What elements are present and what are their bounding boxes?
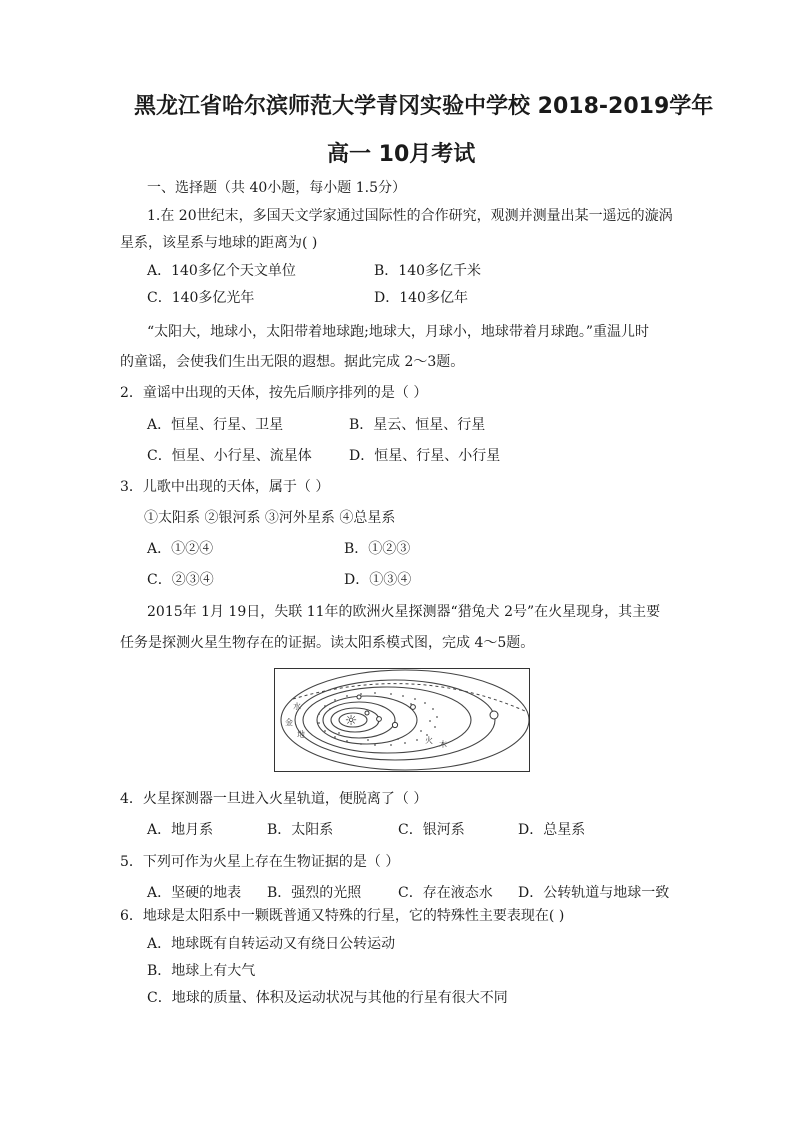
q4-option-a: A．地月系 (147, 822, 214, 838)
q3-option-d: D．①③④ (344, 572, 412, 588)
q3-option-b: B．①②③ (344, 541, 411, 557)
q1-option-c: C．140多亿光年 (147, 290, 255, 306)
solar-system-svg (275, 669, 529, 771)
solar-system-diagram (274, 668, 530, 772)
passage1-line1: “太阳大，地球小，太阳带着地球跑;地球大，月球小，地球带着月球跑。”重温儿时 (147, 324, 650, 340)
q5-option-d: D．公转轨道与地球一致 (518, 885, 670, 901)
q4-option-c: C．银河系 (398, 822, 465, 838)
sun-icon: ☼ (344, 713, 358, 729)
q3-stem: 3．儿歌中出现的天体，属于（ ） (120, 479, 330, 495)
label-mu: 木 (439, 740, 447, 749)
q5-option-c: C．存在液态水 (398, 885, 493, 901)
orbit-earth (323, 702, 395, 738)
q5-option-a: A．坚硬的地表 (147, 885, 242, 901)
q2-option-c: C．恒星、小行星、流星体 (147, 448, 312, 464)
q2-stem: 2．童谣中出现的天体，按先后顺序排列的是（ ） (120, 385, 428, 401)
label-jin: 金 (285, 718, 293, 727)
planet-small (357, 695, 361, 699)
planet-earth (392, 722, 397, 727)
q3-option-a: A．①②④ (147, 541, 214, 557)
q3-option-c: C．②③④ (147, 572, 214, 588)
planet-mars (411, 705, 416, 710)
q6-option-a: A．地球既有自转运动又有绕日公转运动 (147, 936, 396, 952)
section-heading: 一、选择题（共 40小题，每小题 1.5分） (147, 180, 406, 196)
q5-option-b: B．强烈的光照 (267, 885, 362, 901)
q6-option-c: C．地球的质量、体积及运动状况与其他的行星有很大不同 (147, 990, 508, 1006)
q2-option-a: A．恒星、行星、卫星 (147, 417, 284, 433)
label-huo: 火 (425, 736, 433, 745)
q4-option-b: B．太阳系 (267, 822, 334, 838)
passage2-line1: 2015年 1月 19日，失联 11年的欧洲火星探测器“猎兔犬 2号”在火星现身，其主要 (147, 604, 661, 620)
passage2-line2: 任务是探测火星生物存在的证据。读太阳系模式图，完成 4～5题。 (120, 635, 535, 651)
q1-stem-line2: 星系，该星系与地球的距离为( ) (120, 235, 318, 251)
q6-stem: 6．地球是太阳系中一颗既普通又特殊的行星，它的特殊性主要表现在( ) (120, 908, 565, 924)
orbit-outer (281, 670, 529, 770)
q1-option-d: D．140多亿年 (374, 290, 468, 306)
planet-jupiter (490, 711, 498, 719)
q4-option-d: D．总星系 (518, 822, 586, 838)
q6-option-b: B．地球上有大气 (147, 963, 256, 979)
page-title-line2: 高一 10月考试 (327, 142, 476, 167)
q1-stem-line1: 1.在 20世纪末，多国天文学家通过国际性的合作研究，观测并测量出某一遥远的漩涡 (147, 208, 673, 224)
page-title-line1: 黑龙江省哈尔滨师范大学青冈实验中学校 2018-2019学年 (134, 94, 714, 119)
planet-venus (377, 717, 382, 722)
label-shui: 水 (293, 702, 301, 711)
q1-option-b: B．140多亿千米 (374, 263, 482, 279)
q5-stem: 5．下列可作为火星上存在生物证据的是（ ） (120, 854, 400, 870)
label-di: 地 (297, 730, 305, 739)
q1-option-a: A．140多亿个天文单位 (147, 263, 296, 279)
q2-option-b: B．星云、恒星、行星 (349, 417, 486, 433)
passage1-line2: 的童谣，会使我们生出无限的遐想。据此完成 2～3题。 (120, 354, 465, 370)
q2-option-d: D．恒星、行星、小行星 (349, 448, 501, 464)
q3-choices: ①太阳系 ②银河系 ③河外星系 ④总星系 (144, 510, 396, 526)
q4-stem: 4．火星探测器一旦进入火星轨道，便脱离了（ ） (120, 791, 428, 807)
planet-mercury (365, 711, 369, 715)
